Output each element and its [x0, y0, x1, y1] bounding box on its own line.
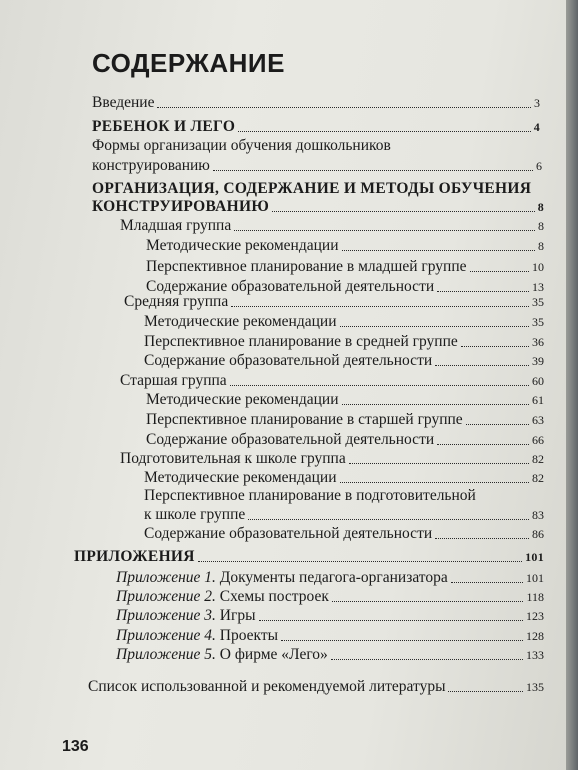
- toc-entry-label: КОНСТРУИРОВАНИЮ: [92, 198, 270, 215]
- leader-dots: [234, 230, 535, 231]
- leader-dots: [198, 561, 522, 562]
- toc-entry-page: 82: [532, 452, 544, 466]
- leader-dots: [230, 385, 529, 386]
- toc-entry-page: 3: [534, 96, 540, 110]
- toc-entry-prep-plan: [144, 506, 544, 524]
- leader-dots: [340, 482, 530, 483]
- toc-entry-prep-content: [144, 525, 544, 543]
- toc-entry-prep-plan-line1: Перспективное планирование в подготовительной: [144, 487, 476, 504]
- leader-dots: [259, 620, 523, 621]
- toc-entry-child-lego: [92, 118, 540, 136]
- leader-dots: [342, 404, 530, 405]
- toc-entry-label: Перспективное планирование в младшей группе: [146, 258, 467, 275]
- toc-entry-label: Перспективное планирование в средней группе: [144, 333, 458, 350]
- appendix-title: О фирме «Лего»: [215, 646, 328, 663]
- toc-entry-prep: [120, 450, 544, 468]
- toc-entry-page: 101: [526, 571, 544, 585]
- leader-dots: [461, 346, 529, 347]
- leader-dots: [342, 250, 536, 251]
- toc-entry-label: Младшая группа: [120, 217, 232, 234]
- toc-entry-label: Содержание образовательной деятельности: [144, 525, 433, 542]
- toc-entry-page: 39: [532, 354, 544, 368]
- toc-entry-page: 35: [532, 315, 544, 329]
- leader-dots: [437, 444, 529, 445]
- toc-entry-page: 13: [532, 280, 544, 294]
- toc-entry-label: РЕБЕНОК И ЛЕГО: [92, 118, 236, 135]
- leader-dots: [470, 271, 529, 272]
- toc-entry-label: Методические рекомендации: [146, 391, 339, 408]
- toc-entry-label: Методические рекомендации: [144, 469, 337, 486]
- leader-dots: [437, 291, 529, 292]
- leader-dots: [331, 659, 523, 660]
- toc-entry-intro: [92, 94, 540, 112]
- toc-entry-label: к школе группе: [144, 506, 246, 523]
- toc-entry-senior-plan: [146, 411, 544, 429]
- leader-dots: [231, 306, 529, 307]
- appendix-title: Схемы построек: [215, 588, 329, 605]
- toc-entry-page: 82: [532, 471, 544, 485]
- toc-entry-org-line1: ОРГАНИЗАЦИЯ, СОДЕРЖАНИЕ И МЕТОДЫ ОБУЧЕНИЯ: [92, 180, 532, 197]
- toc-entry-label: Методические рекомендации: [144, 313, 337, 330]
- toc-entry-appendices: [74, 548, 544, 566]
- toc-entry-label: Методические рекомендации: [146, 237, 339, 254]
- appendix-prefix: Приложение 2.: [116, 588, 216, 605]
- leader-dots: [349, 463, 529, 464]
- toc-entry-senior: [120, 372, 544, 390]
- toc-entry-page: 101: [525, 550, 544, 564]
- toc-entry-page: 123: [526, 609, 544, 623]
- appendix-title: Игры: [215, 607, 256, 624]
- leader-dots: [281, 640, 523, 641]
- toc-entry-appendix-5: [116, 646, 544, 664]
- toc-entry-label: [116, 569, 448, 587]
- toc-title: СОДЕРЖАНИЕ: [92, 48, 285, 78]
- appendix-title: Документы педагога-организатора: [215, 569, 448, 586]
- leader-dots: [435, 538, 529, 539]
- toc-entry-page: 128: [526, 629, 544, 643]
- toc-entry-appendix-4: [116, 627, 544, 645]
- toc-entry-label: Введение: [92, 94, 155, 111]
- toc-entry-page: 133: [526, 648, 544, 662]
- leader-dots: [248, 519, 529, 520]
- toc-entry-page: 63: [532, 413, 544, 427]
- appendix-prefix: Приложение 3.: [116, 607, 216, 624]
- toc-entry-label: Подготовительная к школе группа: [120, 450, 346, 467]
- toc-entry-forms-line1: Формы организации обучения дошкольников: [92, 137, 391, 154]
- toc-entry-page: 4: [533, 120, 540, 134]
- toc-entry-junior: [120, 217, 544, 235]
- toc-entry-page: 8: [537, 200, 544, 214]
- toc-entry-label: [116, 588, 329, 606]
- toc-entry-senior-method: [146, 391, 544, 409]
- appendix-prefix: Приложение 5.: [116, 646, 216, 663]
- toc-entry-references: [88, 678, 544, 696]
- toc-entry-page: 86: [532, 527, 544, 541]
- toc-entry-middle: [124, 293, 544, 311]
- toc-entry-appendix-1: [116, 569, 544, 587]
- toc-entry-page: 35: [532, 295, 544, 309]
- toc-entry-middle-content: [144, 352, 544, 370]
- leader-dots: [451, 582, 523, 583]
- toc-entry-label: Средняя группа: [124, 293, 229, 310]
- leader-dots: [213, 170, 533, 171]
- toc-entry-label: [116, 607, 256, 625]
- toc-entry-page: 60: [532, 374, 544, 388]
- toc-entry-label: Перспективное планирование в старшей группе: [146, 411, 463, 428]
- toc-entry-label: Старшая группа: [120, 372, 227, 389]
- leader-dots: [340, 326, 530, 327]
- toc-entry-label: конструированию: [92, 157, 210, 174]
- appendix-prefix: Приложение 1.: [116, 569, 216, 586]
- leader-dots: [332, 601, 524, 602]
- leader-dots: [157, 107, 531, 108]
- toc-entry-page: 10: [532, 260, 544, 274]
- toc-entry-middle-plan: [144, 333, 544, 351]
- toc-entry-page: 6: [536, 159, 542, 173]
- toc-entry-page: 36: [532, 335, 544, 349]
- toc-entry-label: [116, 627, 278, 645]
- toc-entry-page: 8: [538, 219, 544, 233]
- leader-dots: [272, 211, 535, 212]
- toc-entry-prep-method: [144, 469, 544, 487]
- toc-entry-page: 66: [532, 433, 544, 447]
- leader-dots: [238, 131, 531, 132]
- toc-entry-middle-method: [144, 313, 544, 331]
- toc-entry-senior-content: [146, 431, 544, 449]
- leader-dots: [466, 424, 529, 425]
- toc-entry-page: 61: [532, 393, 544, 407]
- toc-entry-label: ПРИЛОЖЕНИЯ: [74, 548, 195, 565]
- leader-dots: [448, 691, 523, 692]
- leader-dots: [435, 365, 529, 366]
- toc-entry-page: 135: [526, 680, 544, 694]
- toc-entry-appendix-2: [116, 588, 544, 606]
- page-number: 136: [62, 738, 89, 755]
- toc-entry-appendix-3: [116, 607, 544, 625]
- page-edge: [566, 0, 578, 770]
- toc-entry-junior-plan: [146, 258, 544, 276]
- toc-entry-junior-method: [146, 237, 544, 255]
- toc-entry-page: 8: [538, 239, 544, 253]
- appendix-prefix: Приложение 4.: [116, 627, 216, 644]
- toc-entry-page: 118: [526, 590, 544, 604]
- appendix-title: Проекты: [215, 627, 279, 644]
- toc-entry-page: 83: [532, 508, 544, 522]
- toc-entry-org: [92, 198, 544, 216]
- toc-entry-label: Содержание образовательной деятельности: [146, 278, 435, 295]
- toc-entry-forms: [92, 157, 542, 175]
- toc-entry-label: Содержание образовательной деятельности: [146, 431, 435, 448]
- toc-entry-label: Содержание образовательной деятельности: [144, 352, 433, 369]
- toc-entry-label: [116, 646, 328, 664]
- toc-entry-label: Список использованной и рекомендуемой литературы: [88, 678, 446, 695]
